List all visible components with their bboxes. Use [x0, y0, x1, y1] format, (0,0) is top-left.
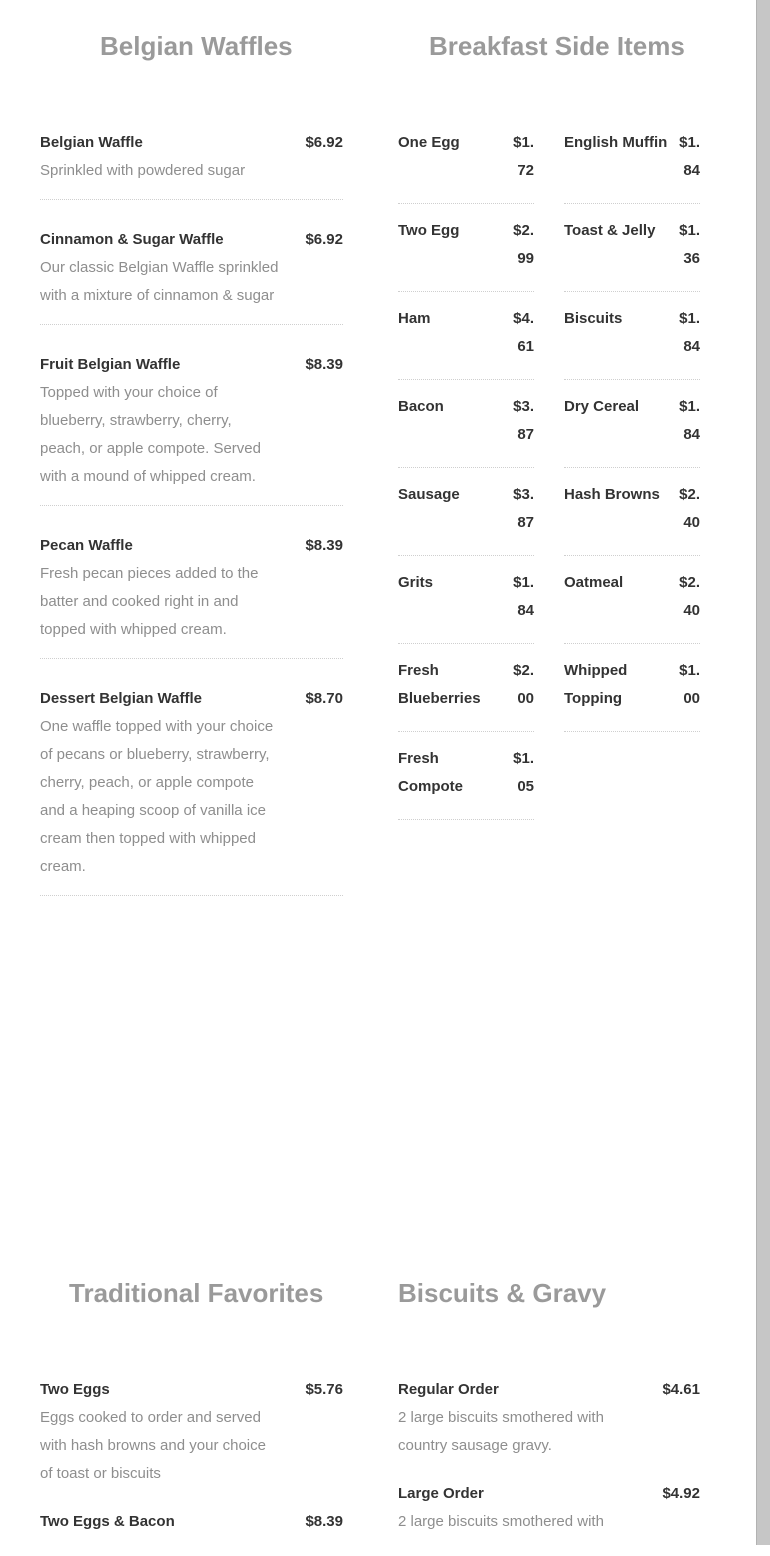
side-item-name: Dry Cereal: [564, 398, 640, 415]
side-item: [564, 393, 700, 468]
side-item: [398, 129, 534, 204]
side-item-name: Whipped Topping: [564, 662, 628, 707]
item-name: Two Eggs: [40, 1381, 110, 1398]
side-item-name: Toast & Jelly: [564, 222, 656, 239]
side-item-price: $3.87: [513, 398, 534, 443]
side-item: [564, 129, 700, 204]
item-price: $8.39: [305, 1513, 343, 1530]
item-price: $6.92: [305, 231, 343, 248]
side-item-price: $1.72: [513, 134, 534, 179]
page-scrollbar[interactable]: [756, 0, 770, 1545]
menu-item: [40, 129, 343, 200]
item-name: Cinnamon & Sugar Waffle: [40, 231, 224, 248]
item-name: Belgian Waffle: [40, 134, 143, 151]
side-item-name: Bacon: [398, 398, 444, 415]
item-description: Sprinkled with powdered sugar: [40, 162, 246, 179]
item-price: $6.92: [305, 134, 343, 151]
item-price: $4.61: [662, 1381, 700, 1398]
item-name: Regular Order: [398, 1381, 499, 1398]
side-item: [398, 569, 534, 644]
menu-item: [40, 532, 343, 659]
side-item: [564, 217, 700, 292]
side-item-price: $2.40: [679, 486, 700, 531]
side-item-name: English Muffin: [564, 134, 668, 151]
side-item-name: Two Egg: [398, 222, 460, 239]
side-item: [564, 481, 700, 556]
side-item-name: Grits: [398, 574, 434, 591]
side-item: [398, 745, 534, 820]
side-item: [398, 217, 534, 292]
item-price: $4.92: [662, 1485, 700, 1502]
side-item-name: Fresh Blueberries: [398, 662, 481, 707]
item-price: $8.39: [305, 537, 343, 554]
item-name: Two Eggs & Bacon: [40, 1513, 175, 1530]
side-item: [564, 305, 700, 380]
menu-item: [40, 226, 343, 325]
side-item: [398, 481, 534, 556]
side-item-name: Biscuits: [564, 310, 623, 327]
side-item-name: Ham: [398, 310, 431, 327]
side-item-price: $1.84: [679, 310, 700, 355]
side-item-name: Sausage: [398, 486, 460, 503]
side-item: [398, 393, 534, 468]
menu-item: [40, 1376, 343, 1508]
traditional-list: [40, 1376, 343, 1556]
menu-item: [398, 1376, 700, 1480]
item-name: Fruit Belgian Waffle: [40, 356, 181, 373]
side-item-name: Fresh Compote: [398, 750, 463, 795]
side-item: [398, 305, 534, 380]
menu-item: [40, 685, 343, 896]
item-description: Eggs cooked to order and served with hash browns and your choice of toast or biscuits: [40, 1409, 266, 1482]
side-item: [398, 657, 534, 732]
item-description: 2 large biscuits smothered with: [398, 1513, 604, 1530]
item-description: Our classic Belgian Waffle sprinkled with a mixture of cinnamon & sugar: [40, 259, 279, 304]
side-items-right-column: [564, 129, 700, 745]
item-name: Pecan Waffle: [40, 537, 133, 554]
menu-item: [40, 351, 343, 506]
side-item-price: $1.36: [679, 222, 700, 267]
side-item: [564, 657, 700, 732]
item-description: 2 large biscuits smothered with country sausage gravy.: [398, 1409, 604, 1454]
side-item-name: Oatmeal: [564, 574, 624, 591]
side-item-price: $1.84: [679, 398, 700, 443]
side-items-left-column: [398, 129, 534, 833]
side-item-price: $1.05: [513, 750, 534, 795]
side-item-price: $3.87: [513, 486, 534, 531]
item-price: $8.70: [305, 690, 343, 707]
side-item-name: Hash Browns: [564, 486, 660, 503]
side-item: [564, 569, 700, 644]
item-description: Fresh pecan pieces added to the batter and cooked right in and topped with whipped cream.: [40, 565, 259, 638]
waffles-list: [40, 129, 343, 922]
section-title-belgian-waffles: Belgian Waffles: [100, 31, 293, 61]
menu-item: [40, 1508, 343, 1556]
section-title-traditional-favorites: Traditional Favorites: [69, 1278, 324, 1308]
side-item-name: One Egg: [398, 134, 460, 151]
side-item-price: $2.00: [513, 662, 534, 707]
item-price: $8.39: [305, 356, 343, 373]
side-item-price: $1.00: [679, 662, 700, 707]
item-price: $5.76: [305, 1381, 343, 1398]
item-name: Large Order: [398, 1485, 484, 1502]
side-item-price: $1.84: [679, 134, 700, 179]
side-item-price: $4.61: [513, 310, 534, 355]
item-description: Topped with your choice of blueberry, strawberry, cherry, peach, or apple compote. Served with a mound of whipped cream.: [40, 384, 261, 485]
side-item-price: $2.40: [679, 574, 700, 619]
side-item-price: $2.99: [513, 222, 534, 267]
item-name: Dessert Belgian Waffle: [40, 690, 202, 707]
item-description: One waffle topped with your choice of pecans or blueberry, strawberry, cherry, peach, or apple compote and a heaping scoop of vanilla ice cream then topped with whipped cream.: [40, 718, 274, 875]
side-item-price: $1.84: [513, 574, 534, 619]
biscuits-list: [398, 1376, 700, 1556]
section-title-biscuits-gravy: Biscuits & Gravy: [398, 1278, 607, 1308]
section-title-side-items: Breakfast Side Items: [429, 31, 685, 61]
